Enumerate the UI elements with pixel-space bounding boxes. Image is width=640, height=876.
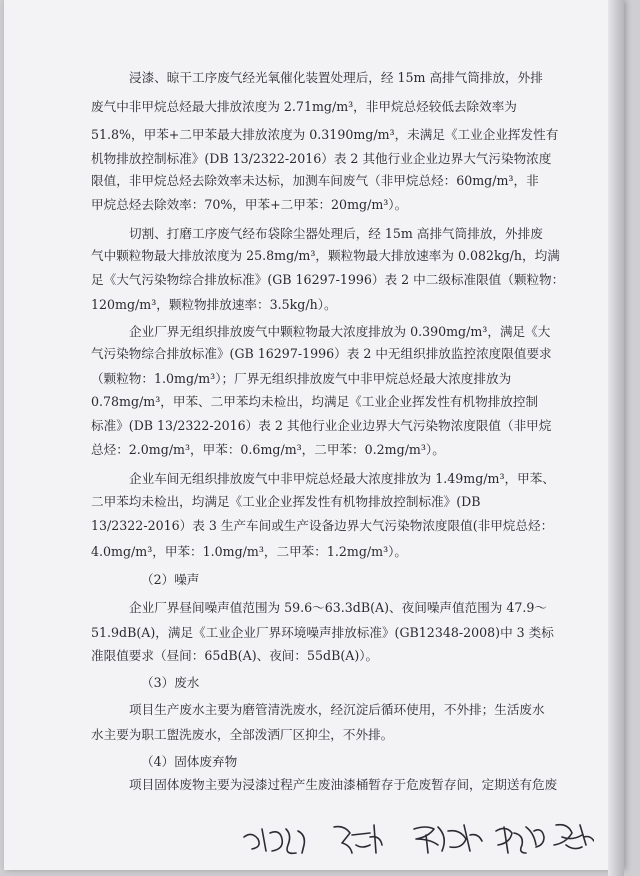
text-line: 气污染物综合排放标准》(GB 16297-1996）表 2 中无组织排放监控浓度限值要求 bbox=[91, 346, 552, 361]
text-line: 气中颗粒物最大排放浓度为 25.8mg/m³，颗粒物最大排放速率为 0.082kg/h，均满 bbox=[91, 248, 560, 263]
text-line: 总烃：2.0mg/m³，甲苯：0.6mg/m³，二甲苯：0.2mg/m³）。 bbox=[91, 442, 445, 457]
text-line: 企业车间无组织排放废气中非甲烷总烃最大浓度排放为 1.49mg/m³，甲苯、 bbox=[129, 471, 555, 486]
text-line: 企业厂界昼间噪声值范围为 59.6～63.3dB(A)、夜间噪声值范围为 47.9～ bbox=[129, 600, 548, 615]
text-line: 切割、打磨工序废气经布袋除尘器处理后，经 15m 高排气筒排放，外排废 bbox=[129, 226, 543, 241]
text-line: 浸漆、晾干工序废气经光氧催化装置处理后，经 15m 高排气筒排放，外排 bbox=[129, 70, 543, 85]
text-line: （颗粒物：1.0mg/m³）；厂界无组织排放废气中非甲烷总烃最大浓度排放为 bbox=[91, 371, 512, 386]
text-line: 51.8%，甲苯+二甲苯最大排放浓度为 0.3190mg/m³，未满足《工业企业挥发性有 bbox=[91, 127, 559, 142]
section-heading: （4）固体废弃物 bbox=[141, 754, 238, 769]
text-line: 机物排放控制标准》(DB 13/2322-2016）表 2 其他行业企业边界大气污染物浓度 bbox=[91, 151, 552, 166]
document-page bbox=[4, 0, 624, 870]
text-line: 甲烷总烃去除效率：70%，甲苯+二甲苯：20mg/m³）。 bbox=[91, 197, 408, 212]
text-line: 13/2322-2016）表 3 生产车间或生产设备边界大气污染物浓度限值(非甲烷总烃： bbox=[91, 518, 554, 533]
text-line: 0.78mg/m³，甲苯、二甲苯均未检出，均满足《工业企业挥发性有机物排放控制 bbox=[91, 394, 539, 409]
text-line: 水主要为职工盥洗废水，全部泼洒厂区抑尘，不外排。 bbox=[91, 727, 394, 742]
text-line: 4.0mg/m³，甲苯：1.0mg/m³，二甲苯：1.2mg/m³）。 bbox=[91, 544, 408, 559]
section-heading: （2）噪声 bbox=[141, 572, 200, 587]
text-line: 限值，非甲烷总烃去除效率未达标，加测车间废气（非甲烷总烃：60mg/m³，非 bbox=[91, 173, 539, 188]
text-line: 120mg/m³，颗粒物排放速率：3.5kg/h）。 bbox=[91, 297, 337, 312]
text-line: 足《大气污染物综合排放标准》(GB 16297-1996）表 2 中二级标准限值（颗粒物： bbox=[91, 272, 565, 287]
handwritten-signatures bbox=[34, 815, 594, 861]
text-line: 准限值要求（昼间：65dB(A)、夜间：55dB(A)）。 bbox=[91, 648, 379, 663]
page-edge-shadow bbox=[608, 0, 624, 876]
section-heading: （3）废水 bbox=[141, 675, 200, 690]
text-line: 二甲苯均未检出，均满足《工业企业挥发性有机物排放控制标准》(DB bbox=[91, 494, 481, 509]
text-line: 51.9dB(A)，满足《工业企业厂界环境噪声排放标准》(GB12348-2008)中 3 类标 bbox=[91, 625, 554, 640]
text-line: 标准》(DB 13/2322-2016）表 2 其他行业企业边界大气污染物浓度限值（非甲烷 bbox=[91, 418, 552, 433]
text-line: 项目固体废物主要为浸漆过程产生废油漆桶暂存于危废暂存间，定期送有危废 bbox=[129, 777, 558, 792]
text-line: 项目生产废水主要为磨管清洗废水，经沉淀后循环使用，不外排；生活废水 bbox=[129, 702, 545, 717]
text-line: 企业厂界无组织排放废气中颗粒物最大浓度排放为 0.390mg/m³，满足《大 bbox=[129, 324, 551, 339]
text-line: 废气中非甲烷总烃最大排放浓度为 2.71mg/m³，非甲烷总烃较低去除效率为 bbox=[91, 99, 517, 114]
